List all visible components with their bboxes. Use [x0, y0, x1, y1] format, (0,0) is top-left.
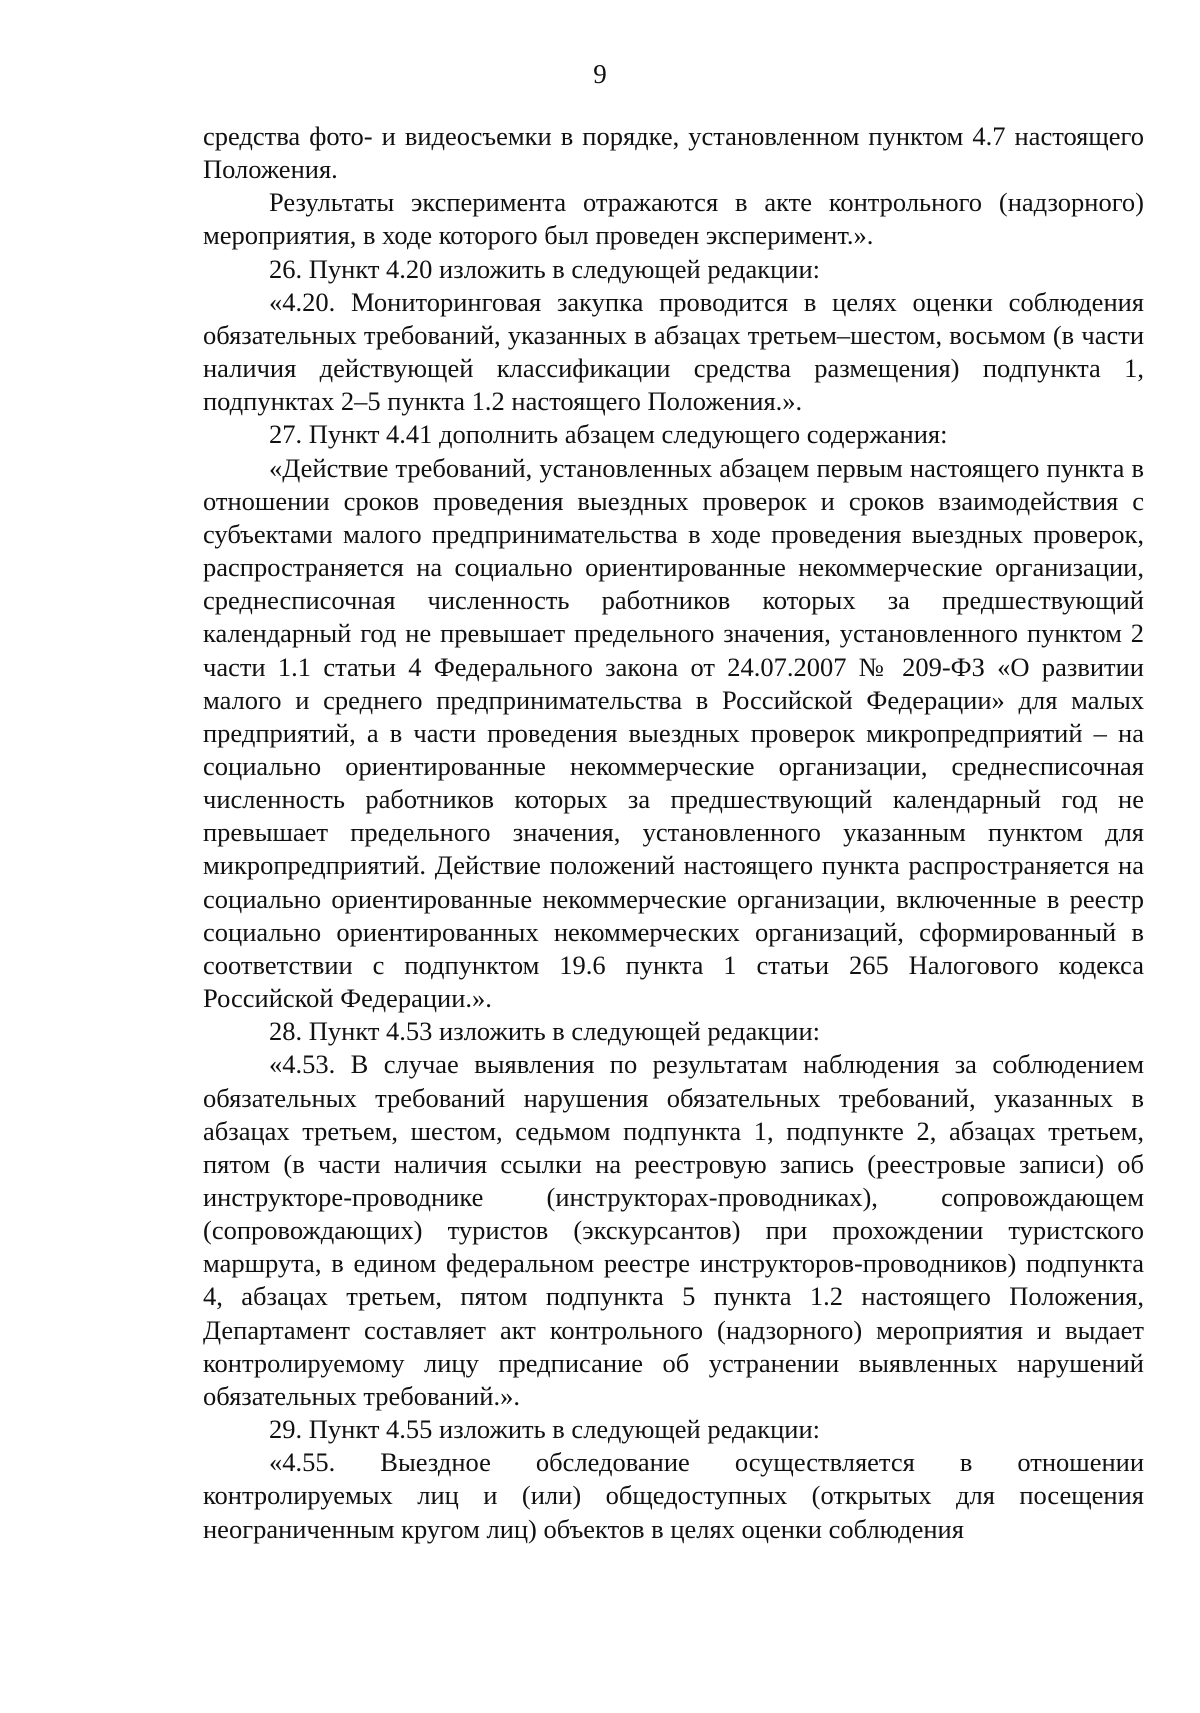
paragraph-continuation: средства фото- и видеосъемки в порядке, установленном пунктом 4.7 настоящего Положения.: [203, 121, 1144, 185]
paragraph-item-26: 26. Пункт 4.20 изложить в следующей редакции:: [269, 253, 821, 284]
page-number: 9: [593, 59, 607, 89]
paragraph-clause-4-53: «4.53. В случае выявления по результатам наблюдения за соблюдением обязательных требований нарушения обязательных требований, указанных в абзацах третьем, шестом, седьмом подпункта 1, подпункте 2, абзацах третьем, пятом (в части наличия ссылки на реестровую запись (реестровые записи) об инструкторе-проводнике (инструкторах-проводниках), сопровождающем (сопровождающих) туристов (экскурсантов) при прохождении туристского маршрута, в едином федеральном реестре инструкторов-проводников) подпункта 4, абзацах третьем, пятом подпункта 5 пункта 1.2 настоящего Положения, Департамент составляет акт контрольного (надзорного) мероприятия и выдает контролируемому лицу предписание об устранении выявленных нарушений обязательных требований.».: [203, 1049, 1144, 1411]
paragraph-clause-4-41-addition: «Действие требований, установленных абзацем первым настоящего пункта в отношении сроков проведения выездных проверок и сроков взаимодействия с субъектами малого предпринимательства в ходе проведения выездных проверок, распространяется на социально ориентированные некоммерческие организации, среднесписочная численность работников которых за предшествующий календарный год не превышает предельного значения, установленного пунктом 2 части 1.1 статьи 4 Федерального закона от 24.07.2007 № 209-ФЗ «О развитии малого и среднего предпринимательства в Российской Федерации» для малых предприятий, а в части проведения выездных проверок микропредприятий – на социально ориентированные некоммерческие организации, среднесписочная численность работников которых за предшествующий календарный год не превышает предельного значения, установленного указанным пунктом для микропредприятий. Действие положений настоящего пункта распространяется на социально ориентированные некоммерческие организации, включенные в реестр социально ориентированных некоммерческих организаций, сформированный в соответствии с подпунктом 19.6 пункта 1 статьи 265 Налогового кодекса Российской Федерации.».: [203, 452, 1144, 1014]
paragraph-item-28: 28. Пункт 4.53 изложить в следующей редакции:: [269, 1016, 821, 1047]
paragraph-item-27: 27. Пункт 4.41 дополнить абзацем следующего содержания:: [269, 419, 948, 450]
paragraph-clause-4-20: «4.20. Мониторинговая закупка проводится в целях оценки соблюдения обязательных требований, указанных в абзацах третьем–шестом, восьмом (в части наличия действующей классификации средства размещения) подпункта 1, подпунктах 2–5 пункта 1.2 настоящего Положения.».: [203, 286, 1144, 417]
paragraph-experiment-results: Результаты эксперимента отражаются в акте контрольного (надзорного) мероприятия, в ходе которого был проведен эксперимент.».: [203, 187, 1144, 251]
paragraph-item-29: 29. Пункт 4.55 изложить в следующей редакции:: [269, 1414, 821, 1445]
paragraph-clause-4-55: «4.55. Выездное обследование осуществляется в отношении контролируемых лиц и (или) общедоступных (открытых для посещения неограниченным кругом лиц) объектов в целях оценки соблюдения: [203, 1447, 1144, 1544]
document-body: [203, 120, 1144, 1546]
